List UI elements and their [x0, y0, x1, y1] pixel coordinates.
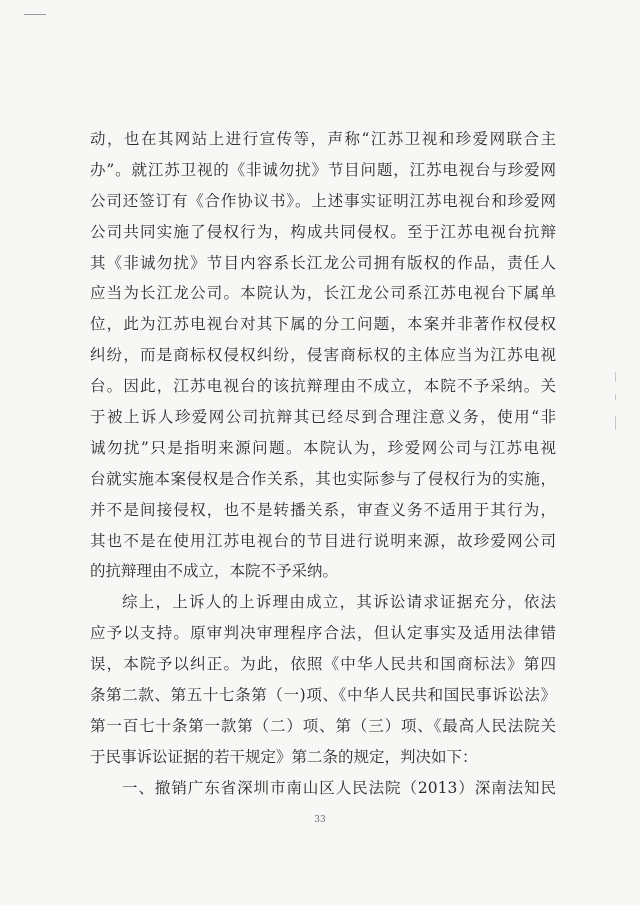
text-line: 其也不是在使用江苏电视台的节目进行说明来源，故珍爱网公司: [90, 531, 556, 550]
text-line: 办”。就江苏卫视的《非诚勿扰》节目问题，江苏电视台与珍爱网: [90, 160, 556, 179]
text-line: 位，此为江苏电视台对其下属的分工问题，本案并非著作权侵权: [90, 315, 556, 334]
scan-artifact: [612, 372, 622, 452]
text-line: 综上，上诉人的上诉理由成立，其诉讼请求证据充分，依法: [122, 593, 556, 612]
text-line: 台。因此，江苏电视台的该抗辩理由不成立，本院不予采纳。关: [90, 377, 556, 396]
text-line: 公司共同实施了侵权行为，构成共同侵权。至于江苏电视台抗辩: [90, 222, 556, 241]
text-line: 于被上诉人珍爱网公司抗辩其已经尽到合理注意义务，使用“非: [90, 408, 556, 427]
text-line: 第一百七十条第一款第（二）项、第（三）项、《最高人民法院关: [90, 716, 556, 735]
text-line: 条第二款、第五十七条第（一)项、《中华人民共和国民事诉讼法》: [90, 686, 556, 705]
text-line: 于民事诉讼证据的若干规定》第二条的规定，判决如下：: [90, 747, 478, 766]
text-line: 应予以支持。原审判决审理程序合法，但认定事实及适用法律错: [90, 624, 556, 643]
text-line: 误，本院予以纠正。为此，依照《中华人民共和国商标法》第四: [90, 655, 556, 674]
text-line: 公司还签订有《合作协议书》。上述事实证明江苏电视台和珍爱网: [90, 191, 556, 210]
text-line: 的抗辩理由不成立，本院不予采纳。: [90, 562, 339, 581]
text-line: 应当为长江龙公司。本院认为，长江龙公司系江苏电视台下属单: [90, 284, 556, 303]
document-body: [90, 124, 556, 804]
text-line: 一、撤销广东省深圳市南山区人民法院（2013）深南法知民: [122, 778, 556, 797]
text-line: 纠纷，而是商标权侵权纠纷，侵害商标权的主体应当为江苏电视: [90, 346, 556, 365]
text-line: 其《非诚勿扰》节目内容系长江龙公司拥有版权的作品，责任人: [90, 253, 556, 272]
text-line: 台就实施本案侵权是合作关系，其也实际参与了侵权行为的实施，: [90, 469, 556, 488]
text-line: 并不是间接侵权，也不是转播关系，审查义务不适用于其行为，: [90, 500, 556, 519]
page-number: 33: [314, 815, 326, 825]
scan-edge-mark: [24, 14, 46, 15]
text-line: 诚勿扰”只是指明来源问题。本院认为，珍爱网公司与江苏电视: [90, 438, 556, 457]
text-line: 动，也在其网站上进行宣传等，声称“江苏卫视和珍爱网联合主: [90, 130, 556, 148]
